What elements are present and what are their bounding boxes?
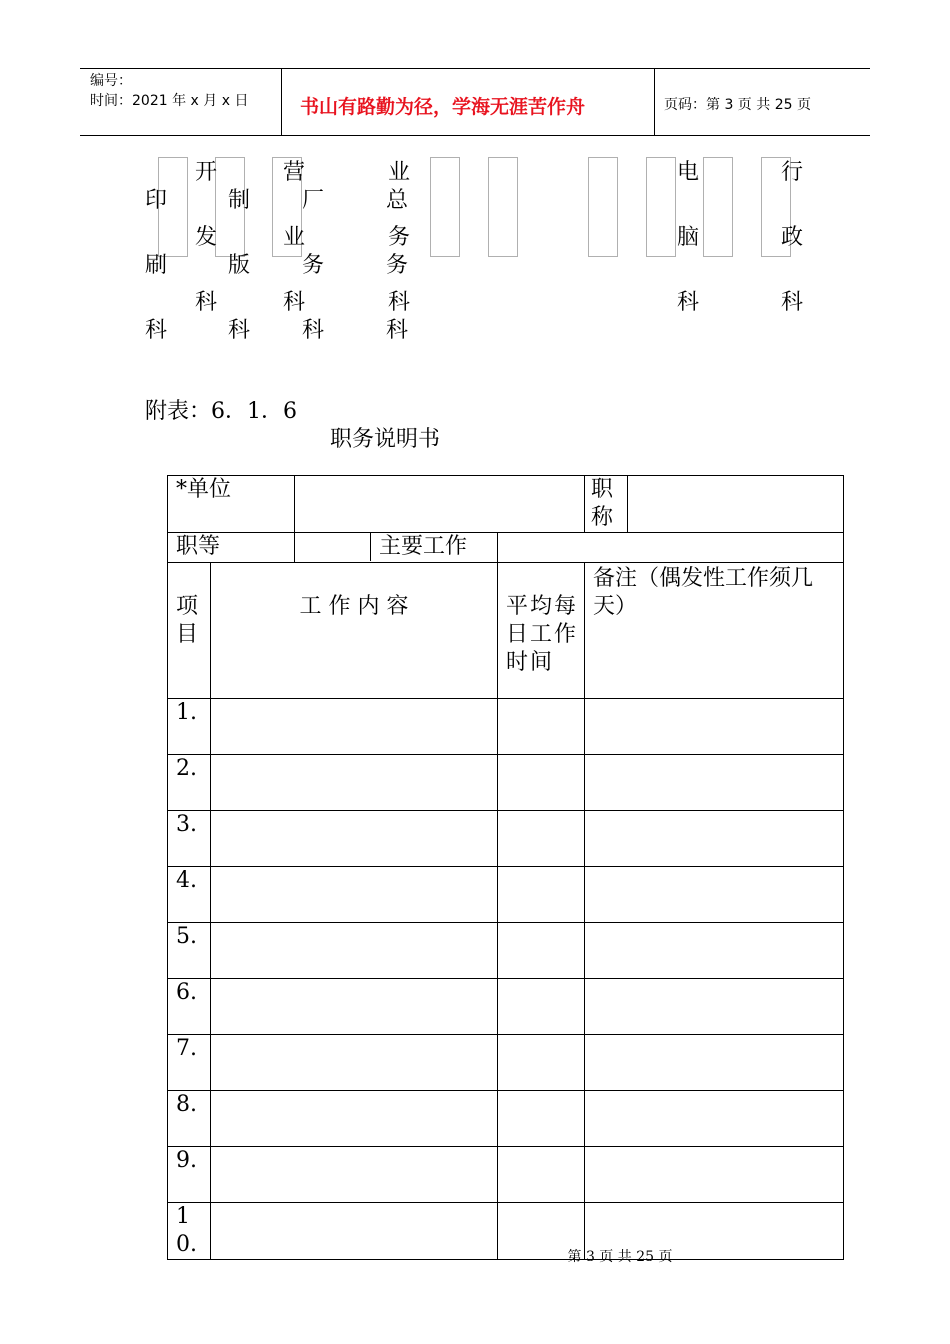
org-box: [646, 157, 676, 257]
col-time-header: [498, 563, 585, 699]
col-item-label: 项目: [176, 594, 199, 647]
org-char: 开: [195, 160, 218, 185]
title-label-cell: [585, 476, 628, 533]
header-motto: 书山有路勤为径，学海无涯苦作舟: [300, 96, 586, 118]
row-time-cell[interactable]: [498, 867, 585, 923]
org-char: 科: [228, 318, 251, 343]
header-divider-left: [281, 68, 282, 136]
row-number: 5.: [168, 923, 211, 979]
unit-value-cell[interactable]: [295, 476, 585, 533]
row-time-cell[interactable]: [498, 699, 585, 755]
org-char: 科: [781, 290, 804, 315]
org-char: 印: [145, 188, 168, 213]
row-note-cell[interactable]: [585, 1035, 844, 1091]
row-time-cell[interactable]: [498, 1147, 585, 1203]
main-work-value-cell[interactable]: [498, 533, 844, 563]
org-char: 科: [302, 318, 325, 343]
col-content-header: [211, 563, 498, 699]
header-number-label: 编号：: [90, 73, 132, 89]
row-content-cell[interactable]: [211, 1035, 498, 1091]
table-row: [168, 699, 844, 755]
org-box: [488, 157, 518, 257]
row-content-cell[interactable]: [211, 923, 498, 979]
header-bottom-rule: [80, 135, 870, 136]
grade-label-cell: [168, 533, 295, 563]
title-value-cell[interactable]: [628, 476, 844, 533]
header-top-rule: [80, 68, 870, 69]
org-char: 业: [283, 225, 306, 250]
row-number: 8.: [168, 1091, 211, 1147]
col-content-label: 工 作 内 容: [299, 594, 409, 619]
org-char: 科: [386, 318, 409, 343]
org-char: 科: [195, 290, 218, 315]
row-content-cell[interactable]: [211, 755, 498, 811]
org-box: [588, 157, 618, 257]
row-number: 7.: [168, 1035, 211, 1091]
org-char: 科: [283, 290, 306, 315]
org-char: 科: [388, 290, 411, 315]
col-item-header: [168, 563, 211, 699]
title-label: 职称: [591, 477, 614, 530]
org-char: 科: [677, 290, 700, 315]
job-description-form: [167, 475, 844, 1260]
row-note-cell[interactable]: [585, 755, 844, 811]
table-row: [168, 1035, 844, 1091]
table-row: [168, 811, 844, 867]
org-char: 务: [388, 225, 411, 250]
grade-value[interactable]: [295, 533, 370, 561]
org-char: 务: [386, 253, 409, 278]
row-number: 3.: [168, 811, 211, 867]
row-time-cell[interactable]: [498, 1035, 585, 1091]
col-note-label: 备注（偶发性工作须几天）: [593, 566, 814, 619]
row-number: 4.: [168, 867, 211, 923]
row-time-cell[interactable]: [498, 923, 585, 979]
row-time-cell[interactable]: [498, 755, 585, 811]
row-note-cell[interactable]: [585, 699, 844, 755]
col-time-label: 平均每日工作时间: [506, 594, 579, 675]
row-number: 10.: [168, 1203, 211, 1260]
row-time-cell[interactable]: [498, 1091, 585, 1147]
row-time-cell[interactable]: [498, 979, 585, 1035]
row-number: 6.: [168, 979, 211, 1035]
org-char: 行: [781, 160, 804, 185]
row-note-cell[interactable]: [585, 1091, 844, 1147]
page-footer: 第 3 页 共 25 页: [567, 1249, 673, 1265]
row-time-cell[interactable]: [498, 811, 585, 867]
row-note-cell[interactable]: [585, 1147, 844, 1203]
table-row: [168, 1147, 844, 1203]
org-box: [430, 157, 460, 257]
row-content-cell[interactable]: [211, 1091, 498, 1147]
appendix-label: 附表：6．1．6: [145, 399, 297, 424]
row-content-cell[interactable]: [211, 811, 498, 867]
row-note-cell[interactable]: [585, 923, 844, 979]
row-number: 1.: [168, 699, 211, 755]
col-note-header: [585, 563, 844, 699]
grade-label: 职等: [176, 534, 221, 559]
org-char: 总: [386, 188, 409, 213]
row-number: 2.: [168, 755, 211, 811]
org-char: 营: [283, 160, 306, 185]
org-char: 业: [388, 160, 411, 185]
row-note-cell[interactable]: [585, 867, 844, 923]
header-divider-right: [654, 68, 655, 136]
org-char: 政: [781, 225, 804, 250]
org-char: 电: [677, 160, 700, 185]
org-char: 版: [228, 253, 251, 278]
table-row: [168, 1091, 844, 1147]
row-note-cell[interactable]: [585, 979, 844, 1035]
row-content-cell[interactable]: [211, 699, 498, 755]
org-char: 务: [302, 253, 325, 278]
org-box: [703, 157, 733, 257]
table-row: [168, 979, 844, 1035]
header-page-info: 页码：第 3 页 共 25 页: [664, 97, 811, 113]
table-row: [168, 755, 844, 811]
row-content-cell[interactable]: [211, 1147, 498, 1203]
org-char: 脑: [677, 225, 700, 250]
row-note-cell[interactable]: [585, 811, 844, 867]
doc-title: 职务说明书: [330, 427, 441, 452]
main-work-label: 主要工作: [370, 533, 467, 561]
grade-value-cell[interactable]: [295, 533, 498, 563]
unit-label: *单位: [176, 477, 232, 502]
org-char: 制: [228, 188, 251, 213]
header-time-label: 时间：2021 年 x 月 x 日: [90, 93, 249, 109]
row-content-cell[interactable]: [211, 867, 498, 923]
table-row: [168, 923, 844, 979]
row-number: 9.: [168, 1147, 211, 1203]
table-row: [168, 867, 844, 923]
row-content-cell[interactable]: [211, 979, 498, 1035]
org-char: 发: [195, 225, 218, 250]
org-char: 厂: [302, 188, 325, 213]
org-char: 科: [145, 318, 168, 343]
org-char: 刷: [145, 253, 168, 278]
unit-label-cell: [168, 476, 295, 533]
